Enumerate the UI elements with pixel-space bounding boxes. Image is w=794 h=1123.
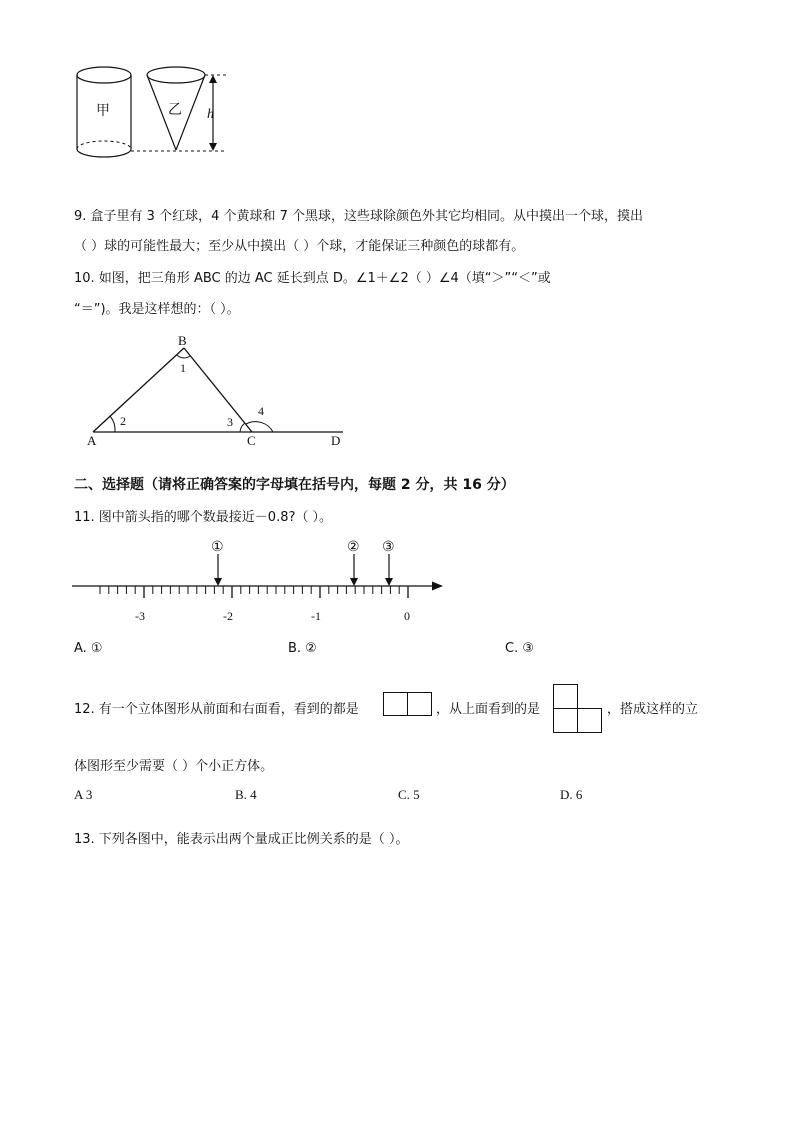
view-square — [577, 708, 602, 733]
q12-text-part3: ，搭成这样的立 — [607, 702, 699, 717]
marker-3-arrowhead-icon — [385, 578, 393, 586]
section-2-title: 二、选择题（请将正确答案的字母填在括号内，每题 2 分，共 16 分） — [74, 477, 515, 493]
height-arrow-up-icon — [209, 75, 217, 83]
q12-option-b[interactable]: B. 4 — [235, 787, 257, 802]
marker-1-arrowhead-icon — [214, 578, 222, 586]
marker-1-label: ① — [211, 540, 224, 555]
height-label: h — [207, 107, 214, 122]
cylinder-bottom-front — [77, 149, 131, 157]
q11-option-c[interactable]: C. ③ — [505, 641, 534, 656]
angle-2-label: 2 — [120, 414, 126, 428]
q12-line2: 体图形至少需要（ ）个小正方体。 — [74, 759, 274, 774]
number-line-ticks — [100, 586, 408, 598]
q11-option-b[interactable]: B. ② — [288, 641, 317, 656]
q10-line2: “＝”)。我是这样想的：（ ）。 — [74, 302, 240, 317]
q12-option-d[interactable]: D. 6 — [560, 787, 583, 802]
q12-option-c[interactable]: C. 5 — [398, 787, 420, 802]
front-right-view-icon — [383, 692, 432, 716]
cone-top-ellipse — [147, 67, 205, 83]
q9-line1: 9. 盒子里有 3 个红球，4 个黄球和 7 个黑球，这些球除颜色外其它均相同。从中摸出一个球，摸出 — [74, 209, 644, 224]
tick-label-neg3: -3 — [135, 609, 145, 623]
height-arrow-down-icon — [209, 143, 217, 151]
view-square — [553, 684, 578, 709]
point-b-label: B — [178, 334, 187, 348]
marker-3-label: ③ — [382, 540, 395, 555]
q13-text: 13. 下列各图中，能表示出两个量成正比例关系的是（ ）。 — [74, 832, 409, 847]
marker-2-arrowhead-icon — [350, 578, 358, 586]
angle-2-arc — [110, 416, 115, 432]
point-c-label: C — [247, 433, 256, 448]
q10-line1: 10. 如图，把三角形 ABC 的边 AC 延长到点 D。∠1＋∠2（ ）∠4（填“＞”“＜”或 — [74, 271, 551, 286]
triangle-figure — [80, 334, 360, 449]
top-view-icon — [553, 684, 602, 733]
view-square — [553, 708, 578, 733]
cylinder-label: 甲 — [96, 104, 110, 119]
number-line-arrowhead-icon — [432, 582, 443, 591]
angle-1-label: 1 — [180, 361, 186, 375]
cylinder-top-ellipse — [77, 67, 131, 83]
marker-2-label: ② — [347, 540, 360, 555]
q12-text-part2: ，从上面看到的是 — [436, 702, 541, 717]
tick-label-0: 0 — [404, 609, 410, 623]
view-square — [383, 692, 408, 716]
q9-line2: （ ）球的可能性最大；至少从中摸出（ ）个球，才能保证三种颜色的球都有。 — [74, 239, 525, 254]
side-bc — [184, 348, 252, 432]
angle-4-label: 4 — [258, 404, 264, 418]
tick-label-neg2: -2 — [223, 609, 233, 623]
cone-label: 乙 — [168, 103, 182, 118]
q11-text: 11. 图中箭头指的哪个数最接近－0.8?（ ）。 — [74, 510, 333, 525]
q12-text-part1: 12. 有一个立体图形从前面和右面看，看到的都是 — [74, 702, 359, 717]
angle-3-arc — [240, 423, 245, 432]
cylinder-bottom-back — [77, 141, 131, 149]
cylinder-cone-figure — [68, 62, 238, 162]
number-line — [66, 536, 456, 626]
angle-1-arc — [177, 355, 190, 358]
view-square — [407, 692, 432, 716]
tick-label-neg1: -1 — [311, 609, 321, 623]
point-d-label: D — [331, 433, 341, 448]
q11-option-a[interactable]: A. ① — [74, 641, 103, 656]
point-a-label: A — [87, 433, 97, 448]
side-ab — [93, 348, 184, 432]
q12-option-a[interactable]: A 3 — [74, 787, 93, 802]
angle-3-label: 3 — [227, 415, 233, 429]
